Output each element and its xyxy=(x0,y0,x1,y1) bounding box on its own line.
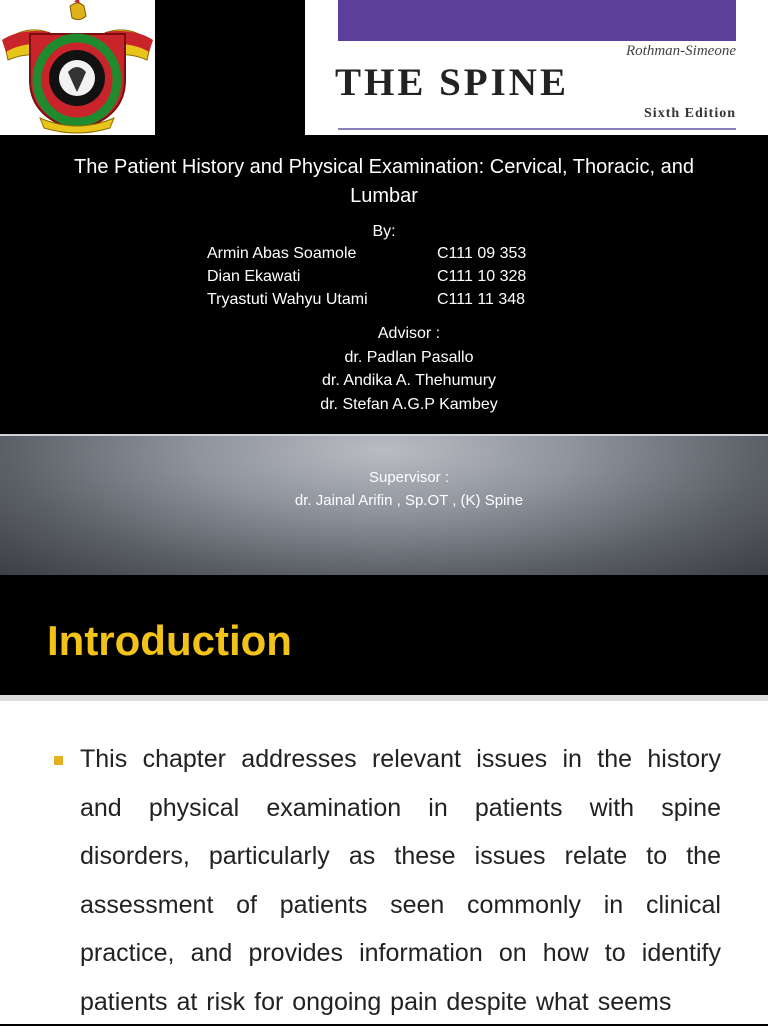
member-id: C111 09 353 xyxy=(437,245,527,262)
advisor-name: dr. Padlan Pasallo xyxy=(344,348,474,366)
supervisor-block xyxy=(0,466,768,512)
university-logo xyxy=(0,0,155,135)
cover-edition: Sixth Edition xyxy=(644,106,736,121)
member-row xyxy=(207,268,567,290)
member-name: Dian Ekawati xyxy=(207,268,301,285)
slide-heading: Introduction xyxy=(47,617,292,664)
member-name: Tryastuti Wahyu Utami xyxy=(207,291,368,308)
bullet-text: This chapter addresses relevant issues in the history and physical examination in patients with spine disorders, particularly as these issues relate to the assessment of patients seen commonly in clinical practice, and provides information on how to identify patients at risk for ongoing pain despite what seems xyxy=(80,745,721,1016)
presentation-title: The Patient History and Physical Examination: Cervical, Thoracic, and Lumbar xyxy=(74,156,694,207)
member-name: Armin Abas Soamole xyxy=(207,245,357,262)
title-slide xyxy=(0,0,768,432)
cover-author: Rothman-Simeone xyxy=(626,43,736,59)
advisor-label: Advisor : xyxy=(377,325,441,342)
square-bullet-icon xyxy=(54,756,63,765)
cover-band xyxy=(338,0,736,41)
university-emblem-icon xyxy=(0,0,155,135)
member-row xyxy=(207,245,567,267)
supervisor-label: Supervisor : xyxy=(368,469,450,486)
introduction-slide-body xyxy=(0,701,768,1024)
supervisor-name: dr. Jainal Arifin , Sp.OT , (K) Spine xyxy=(294,492,524,509)
advisor-name: dr. Stefan A.G.P Kambey xyxy=(320,395,498,413)
member-id: C111 10 328 xyxy=(437,268,527,285)
advisor-block xyxy=(0,322,768,416)
cover-title: THE SPINE xyxy=(335,61,569,104)
introduction-slide-header xyxy=(0,575,768,695)
member-id: C111 11 348 xyxy=(437,291,526,308)
by-label: By: xyxy=(372,223,396,240)
book-cover xyxy=(305,0,768,135)
cover-divider xyxy=(338,128,736,130)
supervisor-band xyxy=(0,434,768,577)
advisor-name: dr. Andika A. Thehumury xyxy=(321,372,497,389)
member-row xyxy=(207,291,567,313)
